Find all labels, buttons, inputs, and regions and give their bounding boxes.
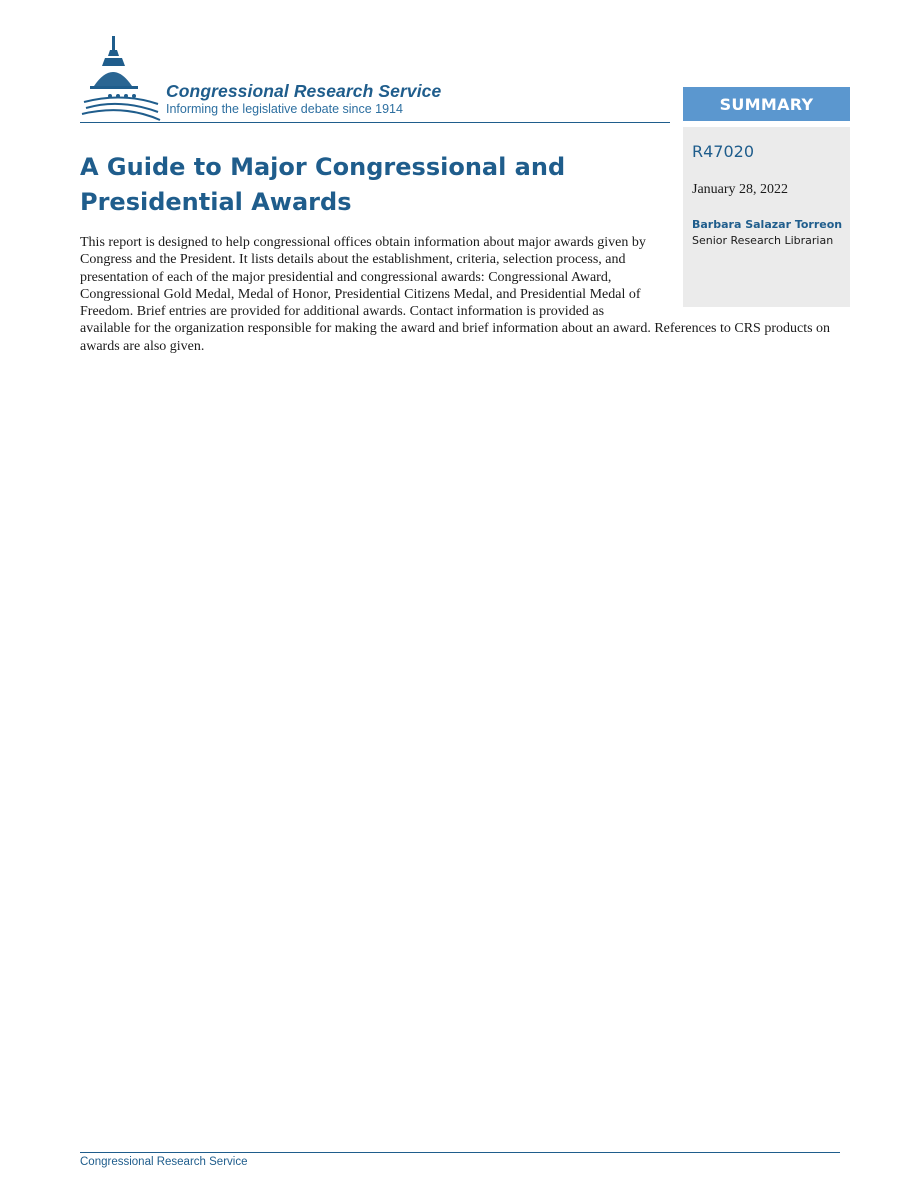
capitol-dome-icon [80,34,164,122]
page-title: A Guide to Major Congressional and Presidential Awards [80,153,566,216]
sidebar-wrap-spacer [648,234,840,306]
org-tagline: Informing the legislative debate since 1914 [166,102,403,116]
report-date: January 28, 2022 [692,182,789,197]
summary-text: This report is designed to help congressional offices obtain information about major awards given by Congress and the President. It lists details about the establishment, criteria, selection process, and presentation of each of the major presidential and congressional awards: Congressional Award, Congressional Gold Medal, Medal of Honor, Presidential Citizens Medal, and Presidential Medal of Freedom. Brief entries are provided for additional awards. Contact information is provided as available for the organization responsible for making the award and brief information about an award. References to CRS products on awards are also given. [80,235,831,354]
summary-tab: SUMMARY [683,87,850,121]
footer-text: Congressional Research Service [80,1156,248,1168]
footer-divider [80,1152,840,1153]
org-name: Congressional Research Service [166,81,442,101]
author-title: Senior Research Librarian [692,234,834,247]
author-name: Barbara Salazar Torreon [692,218,843,231]
crs-logo[interactable] [80,34,480,122]
header-divider [80,122,670,123]
summary-paragraph [80,234,840,355]
report-number: R47020 [692,142,755,161]
